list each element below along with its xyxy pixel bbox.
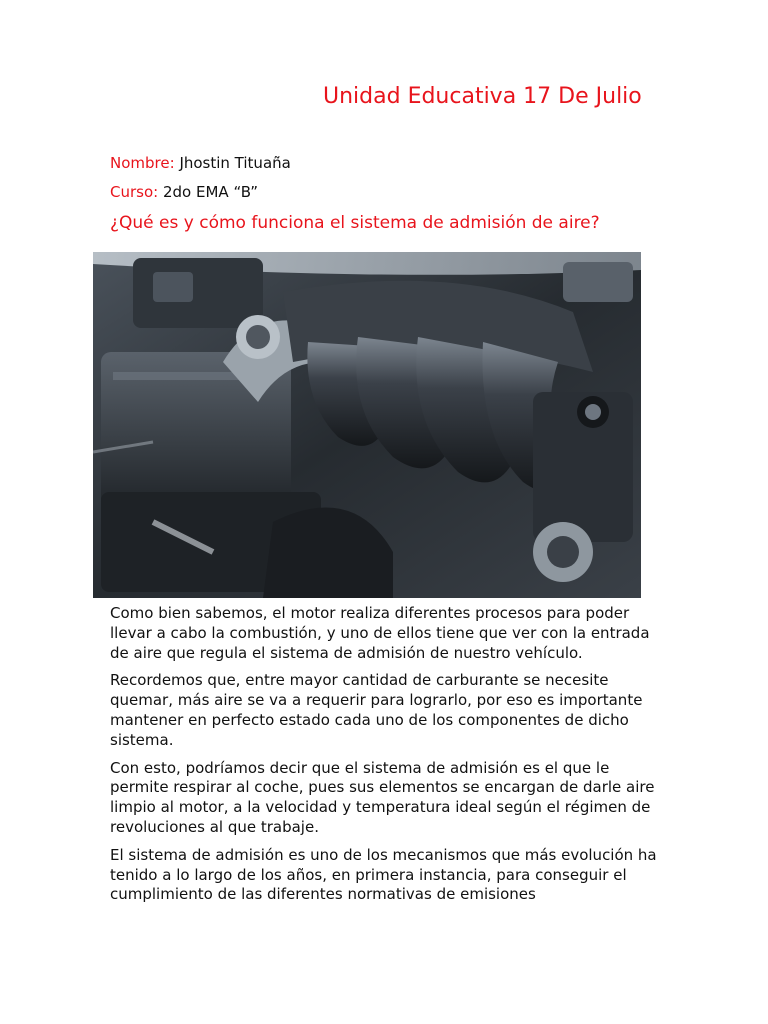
course-label: Curso: [110,183,159,201]
engine-photo [93,252,641,598]
section-question: ¿Qué es y cómo funciona el sistema de admisión de aire? [110,213,600,233]
paragraph: El sistema de admisión es uno de los mecanismos que más evolución ha tenido a lo largo de los años, en primera instancia, para conseguir el cumplimiento de las diferentes normativas de emisiones [110,845,657,904]
document-title: Unidad Educativa 17 De Julio [323,84,642,109]
name-label: Nombre: [110,154,175,172]
paragraph: Recordemos que, entre mayor cantidad de carburante se necesite quemar, más aire se va a requerir para lograrlo, por eso es importante mantener en perfecto estado cada uno de los componentes de dicho sistema. [110,671,643,749]
paragraph: Con esto, podríamos decir que el sistema de admisión es el que le permite respirar al coche, pues sus elementos se encargan de darle aire limpio al motor, a la velocidad y temperatura ideal según el régimen de revoluciones al que trabaje. [110,758,655,836]
name-value: Jhostin Tituaña [179,154,291,172]
course-line [110,182,258,202]
course-value: 2do EMA “B” [162,183,258,201]
document-body [110,604,658,913]
student-name-line [110,153,291,173]
paragraph: Como bien sabemos, el motor realiza diferentes procesos para poder llevar a cabo la combustión, y uno de ellos tiene que ver con la entrada de aire que regula el sistema de admisión de nuestro vehículo. [110,604,650,662]
